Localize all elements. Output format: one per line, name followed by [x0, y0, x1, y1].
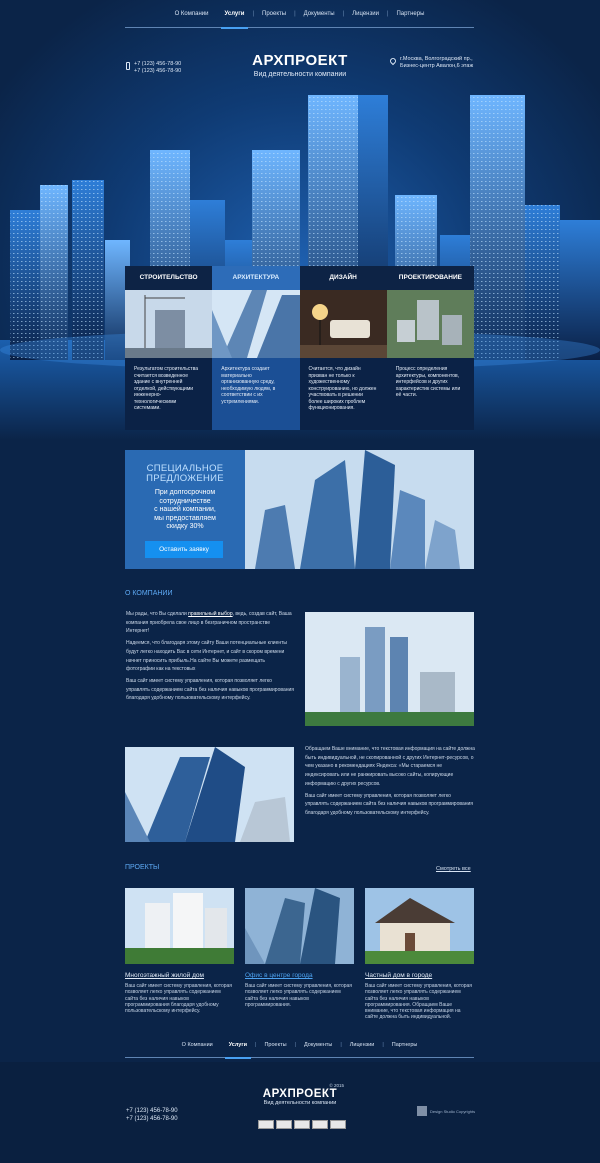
nav-item-documents[interactable]: Документы: [303, 10, 335, 17]
location-pin-icon: [389, 57, 397, 65]
brand-logo[interactable]: [200, 52, 400, 78]
special-offer-banner: [125, 450, 474, 569]
footer-nav-item-documents[interactable]: Документы: [303, 1041, 333, 1048]
counter-badge-icon[interactable]: [294, 1120, 310, 1129]
service-card-title: АРХИТЕКТУРА: [212, 266, 299, 290]
project-text: Ваш сайт имеет систему управления, которая позволяет легко управлять содержанием сайта без наличия навыков программирования. Обращаем Ваше внимание, что текстовая информация на сайте должна быть индивидуальной.: [365, 983, 473, 1021]
nav-item-licenses[interactable]: Лицензии: [352, 10, 379, 17]
counter-badge-icon[interactable]: [258, 1120, 274, 1129]
address-line-2: Бизнес-центр Авалон,6 этаж: [400, 63, 474, 69]
offer-line-3: с нашей компании,: [154, 506, 216, 513]
brand-title: АРХПРОЕКТ: [252, 52, 348, 69]
about-section-title: О КОМПАНИИ: [125, 590, 173, 597]
counter-badge-icon[interactable]: [312, 1120, 328, 1129]
about-image-city: [305, 612, 474, 726]
see-all-link[interactable]: Смотреть все: [436, 866, 471, 872]
nav-divider: |: [340, 1042, 342, 1048]
project-title[interactable]: Многоэтажный жилой дом: [125, 972, 204, 979]
about-paragraph-1: [126, 610, 294, 636]
nav-item-services[interactable]: Услуги: [217, 0, 253, 28]
about-image-skyscrapers: [125, 747, 294, 842]
offer-line-4: мы предоставляем: [154, 514, 216, 522]
header-phone-1[interactable]: +7 (123) 456-78-90: [134, 61, 182, 67]
design-image: [300, 290, 387, 358]
services-cards: [125, 266, 474, 430]
about-p1-text: Мы рады, что Вы сделали: [126, 611, 189, 617]
header-phone-2[interactable]: +7 (123) 456-78-90: [134, 68, 182, 74]
service-card-construction[interactable]: [125, 266, 212, 430]
project-card-office[interactable]: [245, 888, 354, 1008]
counter-badge-icon[interactable]: [276, 1120, 292, 1129]
header-address: [390, 56, 473, 70]
footer-nav-item-services[interactable]: Услуги: [221, 1033, 255, 1058]
nav-item-projects[interactable]: Проекты: [262, 10, 287, 17]
footer-phone-2[interactable]: +7 (123) 456-78-90: [126, 1116, 178, 1122]
offer-line-2: сотрудничестве: [159, 497, 211, 505]
service-card-text: Процесс определения архитектуры, компонентов, интерфейсов и других характеристик системы или её части.: [395, 366, 461, 398]
header-phones: [126, 61, 181, 75]
about-p1-text-end: , ведь, создав сайт, Ваша компания приобрела свое лицо в безграничном пространстве Интернет!: [126, 611, 292, 635]
about-paragraph-2: Надеемся, что благодаря этому сайту Ваши потенциальные клиенты будут легко находить Вас в сети Интернет, и сайт в скором времени начнет приносить прибыль.На сайте Вы можете размещать фотографии как на текстовых: [126, 640, 288, 673]
about-paragraph-4: Обращаем Ваше внимание, что текстовая информация на сайте должна быть индивидуальной, не скопированной с других Интернет-ресурсов, о чем указано в рекомендациях Яндекса: «Мы стараемся не индексировать или не ранжировать высоко сайты, копирующие информацию с других ресурсов.: [305, 746, 475, 787]
service-card-text: Результатом строительства считается возведенное здание с внутренней отделкой, действующими инженерно-технологическими системами.: [134, 366, 198, 411]
service-card-text: Архитектура создает материально организованную среду, необходимую людям, в соответствии с их устремлениями.: [221, 366, 276, 405]
footer-brand[interactable]: [240, 1083, 360, 1106]
address-line-1: г.Москва, Волгоградский пр.,: [400, 56, 473, 62]
about-paragraph-5: Ваш сайт имеет систему управления, которая позволяет легко управлять содержанием сайта без наличия навыков программирования благодаря удобному пользовательскому интерфейсу.: [305, 792, 473, 816]
nav-divider: |: [252, 10, 255, 17]
brand-subtitle: Вид деятельности компании: [253, 71, 347, 78]
service-card-text: Считается, что дизайн призван не только к художественному конструированию, но должен участвовать в решении более широких проблем функционирования.: [308, 366, 377, 411]
footer-nav-item-about[interactable]: О Компании: [181, 1041, 213, 1048]
nav-divider: |: [255, 1042, 257, 1048]
footer-nav-item-projects[interactable]: Проекты: [264, 1041, 287, 1048]
studio-logo-icon: [417, 1106, 427, 1116]
service-card-title: СТРОИТЕЛЬСТВО: [125, 266, 212, 290]
nav-item-about[interactable]: О Компании: [174, 10, 209, 17]
planning-image: [387, 290, 474, 358]
service-card-planning[interactable]: [387, 266, 474, 430]
project-image-house: [365, 888, 474, 964]
footer-nav: [125, 1033, 474, 1058]
offer-heading-1: СПЕЦИАЛЬНОЕ: [146, 463, 224, 474]
project-card-house[interactable]: [365, 888, 474, 1021]
service-card-design[interactable]: [300, 266, 387, 430]
project-text: Ваш сайт имеет систему управления, которая позволяет легко управлять содержанием сайта без наличия навыков программирования благодаря удобному пользовательскому интерфейсу.: [125, 983, 233, 1015]
footer-phone-1[interactable]: +7 (123) 456-78-90: [126, 1108, 178, 1114]
about-text-right: [305, 745, 475, 821]
phone-icon: [126, 62, 130, 70]
footer-copyright: © 2015: [329, 1083, 344, 1088]
nav-item-partners[interactable]: Партнеры: [396, 10, 425, 17]
nav-divider: |: [382, 1042, 384, 1048]
offer-text-panel: [125, 450, 245, 569]
offer-heading-2: ПРЕДЛОЖЕНИЕ: [146, 473, 224, 484]
service-card-title: ДИЗАЙН: [300, 266, 387, 290]
leave-request-button[interactable]: Оставить заявку: [145, 541, 223, 558]
offer-line-5: скидку 30%: [166, 523, 204, 530]
about-text-left: [126, 610, 294, 706]
project-image-residential: [125, 888, 234, 964]
right-choice-link[interactable]: правильный выбор: [188, 611, 233, 617]
studio-credit-text: Design Studio Copyrights: [430, 1108, 476, 1114]
nav-divider: |: [386, 10, 389, 17]
footer-nav-item-partners[interactable]: Партнеры: [391, 1041, 418, 1048]
footer: [0, 1062, 600, 1163]
service-card-title: ПРОЕКТИРОВАНИЕ: [387, 266, 474, 290]
footer-phones: [126, 1107, 178, 1123]
nav-divider: |: [294, 10, 296, 17]
footer-counters: [258, 1120, 346, 1129]
project-card-residential[interactable]: [125, 888, 234, 1014]
service-card-architecture[interactable]: [212, 266, 299, 430]
project-text: Ваш сайт имеет систему управления, которая позволяет легко управлять содержанием сайта без наличия навыков программирования.: [245, 983, 353, 1008]
projects-section-title: ПРОЕКТЫ: [125, 864, 160, 871]
nav-divider: |: [342, 10, 345, 17]
construction-image: [125, 290, 212, 358]
design-studio-credit[interactable]: [417, 1106, 475, 1116]
project-title[interactable]: Офис в центре города: [245, 972, 313, 979]
about-paragraph-3: Ваш сайт имеет систему управления, которая позволяет легко управлять содержанием сайта без наличия навыков программирования благодаря удобному пользовательскому интерфейсу.: [126, 677, 294, 702]
footer-brand-title: АРХПРОЕКТ: [262, 1088, 338, 1100]
footer-nav-item-licenses[interactable]: Лицензии: [349, 1041, 375, 1048]
footer-brand-subtitle: Вид деятельности компании: [263, 1100, 337, 1106]
counter-badge-icon[interactable]: [330, 1120, 346, 1129]
top-nav: [125, 0, 474, 28]
project-title[interactable]: Частный дом в городе: [365, 972, 433, 979]
nav-divider: |: [294, 1042, 296, 1048]
architecture-image: [212, 290, 299, 358]
project-image-office: [245, 888, 354, 964]
offer-line-1: При долгосрочном: [154, 489, 216, 496]
